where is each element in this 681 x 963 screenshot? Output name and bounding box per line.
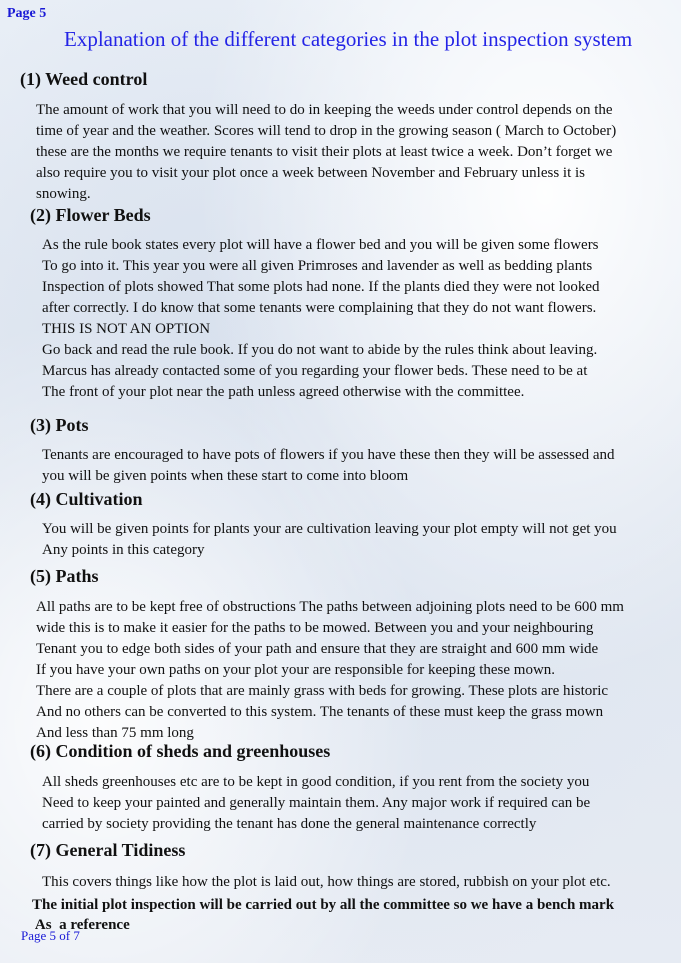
text-line: these are the months we require tenants to visit their plots at least twice a week. Don’t forget we <box>36 144 613 160</box>
section-body-flower-beds <box>42 235 600 403</box>
text-line: Go back and read the rule book. If you do not want to abide by the rules think about leaving. <box>42 342 598 358</box>
section-heading-cultivation: (4) Cultivation <box>30 489 143 509</box>
text-line: All sheds greenhouses etc are to be kept in good condition, if you rent from the society you <box>42 774 590 790</box>
section-heading-paths: (5) Paths <box>30 566 99 586</box>
text-line: And no others can be converted to this system. The tenants of these must keep the grass mown <box>36 704 604 720</box>
text-line: you will be given points when these start to come into bloom <box>42 468 409 484</box>
closing-note <box>32 895 614 935</box>
text-line: All paths are to be kept free of obstructions The paths between adjoining plots need to be 600 mm <box>36 599 624 615</box>
text-line: after correctly. I do know that some tenants were complaining that they do not want flowers. <box>42 300 597 316</box>
section-body-weed-control <box>36 100 616 205</box>
text-line: And less than 75 mm long <box>36 725 194 741</box>
text-line: Inspection of plots showed That some plots had none. If the plants died they were not looked <box>42 279 600 295</box>
page-title: Explanation of the different categories in the plot inspection system <box>64 27 633 51</box>
section-heading-pots: (3) Pots <box>30 415 89 435</box>
text-line: also require you to visit your plot once a week between November and February unless it is <box>36 165 586 181</box>
text-line: wide this is to make it easier for the paths to be mowed. Between you and your neighbouring <box>36 620 594 636</box>
text-line: THIS IS NOT AN OPTION <box>42 321 211 337</box>
text-line: There are a couple of plots that are mainly grass with beds for growing. These plots are historic <box>36 683 609 699</box>
text-line: Any points in this category <box>42 542 205 558</box>
page-label: Page 5 <box>7 6 47 21</box>
section-body-cultivation <box>42 519 617 561</box>
section-body-paths <box>36 597 624 744</box>
text-line: This covers things like how the plot is laid out, how things are stored, rubbish on your plot etc. <box>42 874 611 890</box>
text-line: The initial plot inspection will be carried out by all the committee so we have a bench mark <box>32 897 615 913</box>
section-heading-tidiness: (7) General Tidiness <box>30 840 186 860</box>
text-line: As the rule book states every plot will have a flower bed and you will be given some flowers <box>42 237 599 253</box>
section-heading-weed-control: (1) Weed control <box>20 69 148 89</box>
text-line: snowing. <box>36 186 91 202</box>
section-heading-flower-beds: (2) Flower Beds <box>30 205 151 225</box>
section-heading-sheds: (6) Condition of sheds and greenhouses <box>30 741 331 761</box>
text-line: As a reference <box>32 917 130 933</box>
section-body-tidiness <box>42 872 611 893</box>
text-line: To go into it. This year you were all given Primroses and lavender as well as bedding plants <box>42 258 593 274</box>
text-line: carried by society providing the tenant has done the general maintenance correctly <box>42 816 537 832</box>
text-line: The front of your plot near the path unless agreed otherwise with the committee. <box>42 384 525 400</box>
text-line: You will be given points for plants your are cultivation leaving your plot empty will not get you <box>42 521 617 537</box>
text-line: The amount of work that you will need to do in keeping the weeds under control depends on the <box>36 102 613 118</box>
text-line: Tenant you to edge both sides of your path and ensure that they are straight and 600 mm wide <box>36 641 599 657</box>
text-line: time of year and the weather. Scores will tend to drop in the growing season ( March to October) <box>36 123 617 139</box>
section-body-sheds <box>42 772 590 835</box>
page-footer: Page 5 of 7 <box>21 928 80 943</box>
text-line: Need to keep your painted and generally maintain them. Any major work if required can be <box>42 795 591 811</box>
text-line: Tenants are encouraged to have pots of flowers if you have these then they will be assessed and <box>42 447 615 463</box>
text-line: If you have your own paths on your plot your are responsible for keeping these mown. <box>36 662 556 678</box>
text-line: Marcus has already contacted some of you regarding your flower beds. These need to be at <box>42 363 588 379</box>
section-body-pots <box>42 445 615 487</box>
